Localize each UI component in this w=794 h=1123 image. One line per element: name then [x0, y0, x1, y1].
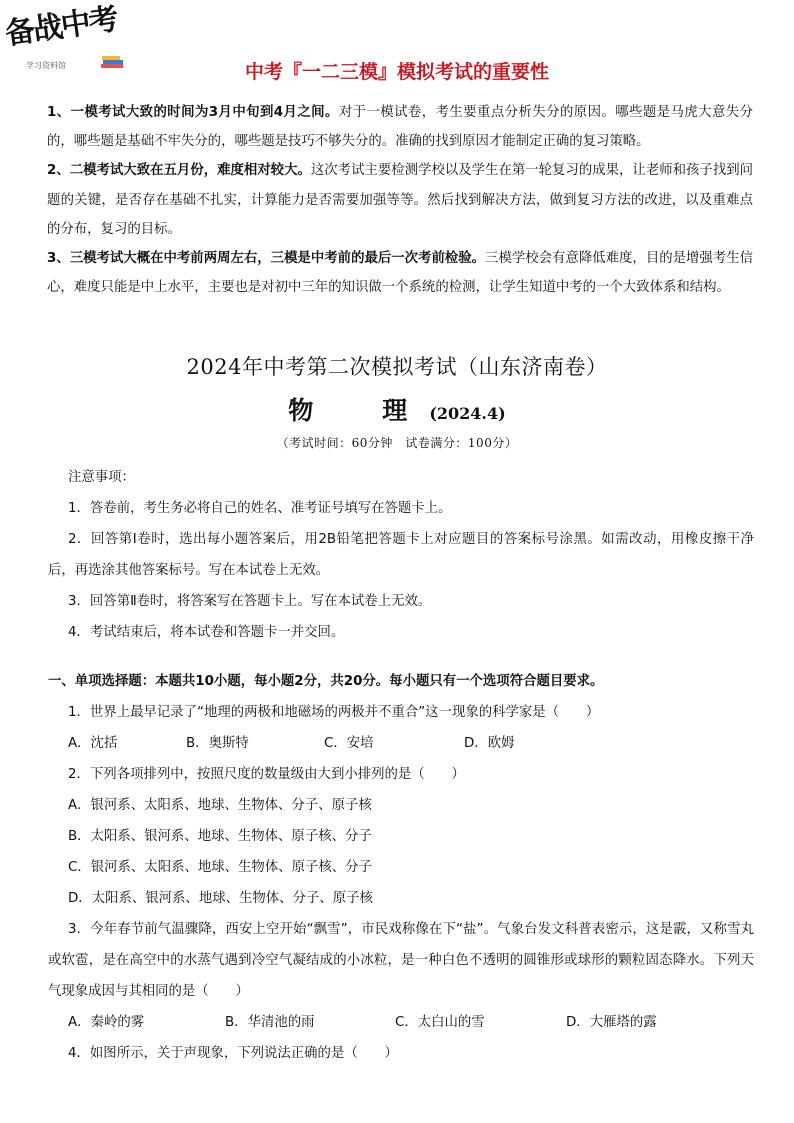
option: D．太阳系、银河系、地球、生物体、分子、原子核 [68, 891, 373, 906]
exam-info: （考试时间：60分钟 试卷满分：100分） [276, 436, 518, 450]
subject-name: 物 理 [288, 396, 430, 425]
intro-paragraph-2-bold: 2、二模考试大致在五月份，难度相对较大。 [47, 163, 311, 179]
option: A．银河系、太阳系、地球、生物体、分子、原子核 [68, 798, 372, 813]
note-item: 4．考试结束后，将本试卷和答题卡一并交回。 [68, 625, 345, 640]
option: B．奥斯特 [186, 736, 249, 751]
exam-body [48, 462, 754, 1069]
intro-paragraph-1 [47, 98, 753, 156]
option: A．秦岭的雾 [68, 1015, 145, 1030]
option: A．沈括 [68, 736, 118, 751]
question-2-stem: 2．下列各项排列中，按照尺度的数量级由大到小排列的是（ ） [68, 767, 465, 782]
intro-title: 中考『一二三模』模拟考试的重要性 [244, 61, 549, 83]
exam-date: (2024.4) [429, 404, 506, 423]
question-4-stem: 4．如图所示，关于声现象，下列说法正确的是（ ） [68, 1046, 398, 1061]
intro-paragraph-2 [47, 156, 753, 244]
intro-paragraph-3-text: 三模学校会有意降低难度，目的是增强考生信心，难度只能是中上水平，主要也是对初中三年的知识做一个系统的检测，让学生知道中考的一个大致体系和结构。 [47, 251, 753, 296]
subject-line [0, 391, 794, 427]
intro-paragraph-1-text: 对于一模试卷，考生要重点分析失分的原因。哪些题是马虎大意失分的，哪些题是基础不牢失分的，哪些题是技巧不够失分的。准确的找到原因才能制定正确的复习策略。 [47, 105, 754, 150]
section-gap [68, 648, 754, 666]
intro-paragraph-2-text: 这次考试主要检测学校以及学生在第一轮复习的成果，让老师和孩子找到问题的关键，是否存在基础不扎实，计算能力是否需要加强等等。然后找到解决方法，做到复习方法的改进，以及重难点的分布，复习的目标。 [47, 163, 754, 237]
exam-title: 2024年中考第二次模拟考试（山东济南卷） [186, 355, 608, 379]
option: C．太白山的雪 [395, 1015, 485, 1030]
question-1-options [68, 728, 754, 759]
intro-paragraph-3 [47, 244, 753, 302]
notes-heading: 注意事项： [68, 470, 135, 485]
question-3-stem: 3．今年春节前气温骤降，西安上空开始“飘雪”，市民戏称像在下“盐”。气象台发文科普表密示，这是霰，又称雪丸或软雹，是在高空中的水蒸气遇到冷空气凝结成的小冰粒，是一种白色不透明的圆锥形或球形的颗粒固态降水。下列天气现象成因与其相同的是（ ） [48, 922, 754, 999]
option: B．太阳系、银河系、地球、生物体、原子核、分子 [68, 829, 372, 844]
option: C．安培 [324, 736, 374, 751]
note-item: 2．回答第Ⅰ卷时，选出每小题答案后，用2B铅笔把答题卡上对应题目的答案标号涂黑。如需改动，用橡皮擦干净后，再选涂其他答案标号。写在本试卷上无效。 [48, 532, 754, 578]
option: D．大雁塔的露 [566, 1015, 657, 1030]
question-3-options [68, 1007, 754, 1038]
section-heading: 一、单项选择题：本题共10小题，每小题2分，共20分。每小题只有一个选项符合题目要求。 [48, 674, 604, 689]
logo-text: 备战中考 [3, 1, 119, 52]
intro-paragraph-3-bold: 3、三模考试大概在中考前两周左右，三模是中考前的最后一次考前检验。 [47, 251, 486, 267]
note-item: 1．答卷前，考生务必将自己的姓名、准考证号填写在答题卡上。 [68, 501, 452, 516]
option: D．欧姆 [464, 736, 515, 751]
question-1-stem: 1．世界上最早记录了“地理的两极和地磁场的两极并不重合”这一现象的科学家是（ ） [68, 705, 600, 720]
intro-paragraph-1-bold: 1、一模考试大致的时间为3月中旬到4月之间。 [47, 105, 339, 120]
logo-subtitle: 学习资料馆 [26, 61, 66, 70]
option: B．华清池的雨 [225, 1015, 315, 1030]
option: C．银河系、太阳系、地球、生物体、原子核、分子 [68, 860, 372, 875]
intro-section [47, 98, 753, 302]
note-item: 3．回答第Ⅱ卷时，将答案写在答题卡上。写在本试卷上无效。 [68, 594, 432, 609]
